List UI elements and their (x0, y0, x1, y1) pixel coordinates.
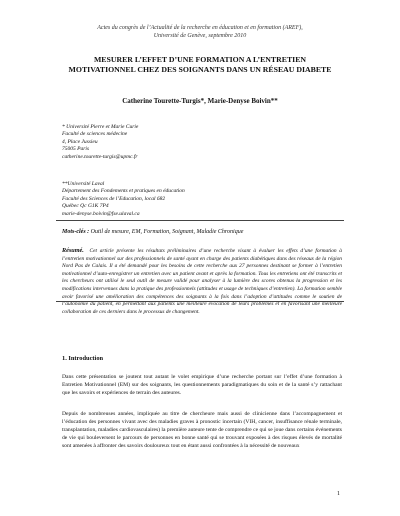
divider (56, 220, 344, 221)
title-line-2: MOTIVATIONNEL CHEZ DES SOIGNANTS DANS UN RÉSEAU DIABETE (68, 65, 332, 74)
body-paragraph: Depuis de nombreuses années, impliquée au titre de chercheure mais aussi de clinicienne dans l’accompagnement et l’éducation des personnes vivant avec des maladies graves à pronostic incertain (VIH, cancer, insuffisance rénale terminale, transplantation, maladies cardiovasculaires) la première auteure tente de comprendre ce qui se joue dans certains événements de vie qui bouleversent le parcours de personnes en bonne santé qui se trouvant exposées à des risques élevés de mortalité sont amenées à affronter des savoirs douloureux tout en étant aussi confrontées à la nécessité de nouveaux (62, 411, 342, 449)
affiliation-line: 4, Place Jussieu (62, 138, 98, 145)
title-line-1: MESURER L’EFFET D’UNE FORMATION A L’ENTRETIEN (93, 55, 307, 64)
authors: Catherine Tourette-Turgis*, Marie-Denyse Boivin** (122, 97, 278, 105)
affiliation-line: **Université Laval (62, 181, 105, 187)
affiliation-2 (62, 181, 185, 218)
running-header (40, 24, 360, 40)
keywords-text: Outil de mesure, EM, Formation, Soignant, Maladie Chronique (90, 229, 244, 235)
abstract-label: Résumé. (62, 247, 84, 254)
header-line-2: Université de Genève, septembre 2010 (153, 33, 247, 39)
body-paragraph: Dans cette présentation se joutent tout autant le volet empirique d’une recherche portant sur l’effet d’une formation à Entretien Motivationnel (EM) sur des soignants, les questionnements paradigmatiques du soin et de la santé s’y rattachant que les savoirs et expériences de terrain des auteures. (62, 374, 342, 396)
abstract-text: Cet article présente les résultats préliminaires d’une recherche visant à évaluer les effets d’une formation à l’entretien motivationnel sur des professionnels de santé ayant en charge des patients diabétiques dans des réseaux de la région Nord Pas de Calais. Il a été demandé pour les besoins de cette recherche aux 27 personnes destinant se former à l’entretien motivationnel d’auto-enregistrer un entretien avec un patient avant et après la formation. Tous les entretiens ont été transcrits et les chercheurs ont utilisé le seul outil de mesure validé pour analyser à la lumière des scores obtenus la progression et les modifications intervenues dans la pratique des professionnels (attitudes et usage de techniques d’entretien). La formation semble avoir favorisé une amélioration des compétences des soignants à la fois dans l’adoption d’attitudes comme le soutien de l’autonomie du patient, en permettant aux patients une meilleure évocation de leurs problèmes et en favorisant une meilleure collaboration de ces derniers dans le processus de changement. (62, 248, 342, 315)
affiliation-line: Faculté de sciences médecine (62, 131, 128, 138)
paper-title (40, 55, 360, 75)
affiliation-line: Département des Fondements et pratiques en éducation (62, 188, 185, 195)
page-number: 1 (337, 491, 340, 497)
divider (56, 301, 344, 302)
abstract (62, 247, 342, 316)
affiliation-email: catherine.tourette-turgis@upmc.fr (62, 153, 138, 160)
affiliation-line: Faculté des Sciences de l’Education, local 682 (62, 195, 166, 202)
affiliation-line: * Université Pierre et Marie Curie (62, 124, 139, 130)
affiliation-line: Québec Qc G1K 7P4 (62, 203, 109, 210)
header-line-1: Actes du congrès de l’Actualité de la recherche en éducation et en formation (AREF), (97, 25, 303, 31)
section-heading: 1. Introduction (62, 355, 104, 362)
affiliation-1 (62, 124, 138, 161)
affiliation-line: 75005 Paris (62, 146, 90, 153)
keywords (62, 228, 344, 236)
affiliation-email: marie-denyse.boivin@fse.ulaval.ca (62, 210, 140, 217)
keywords-label: Mots-clés : (62, 229, 90, 235)
